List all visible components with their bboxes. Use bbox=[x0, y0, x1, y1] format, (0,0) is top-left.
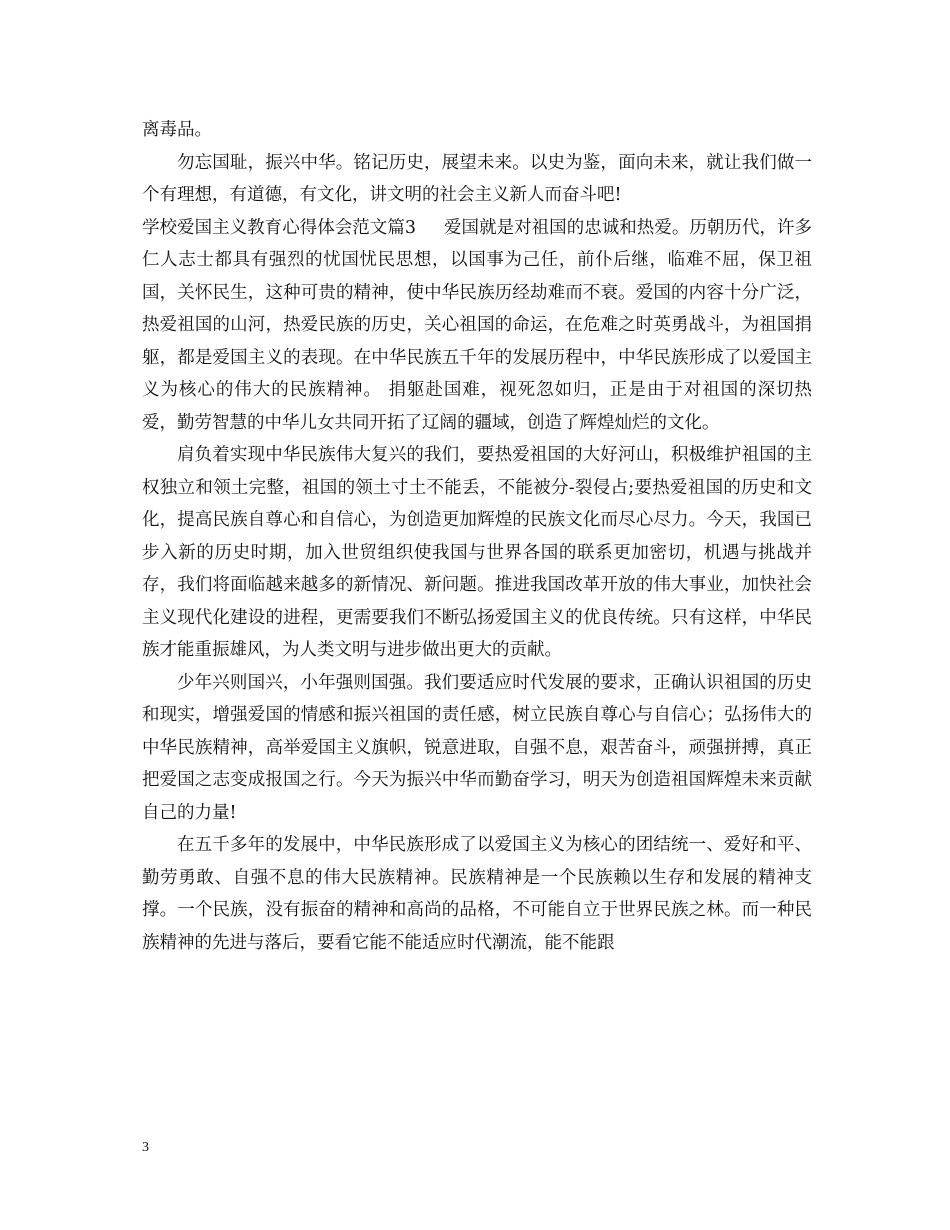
paragraph-6: 在五千多年的发展中，中华民族形成了以爱国主义为核心的团结统一、爱好和平、勤劳勇敢、自强不息的伟大民族精神。民族精神是一个民族赖以生存和发展的精神支撑。一个民族，没有振奋的精神和高尚的品格，不可能自立于世界民族之林。而一种民族精神的先进与落后，要看它能不能适应时代潮流，能不能跟 bbox=[142, 835, 812, 953]
page-number: 3 bbox=[142, 1140, 149, 1155]
paragraph-1: 离毒品。 bbox=[142, 120, 212, 140]
section-paragraph bbox=[142, 212, 812, 440]
paragraph-2: 勿忘国耻，振兴中华。铭记历史，展望未来。以史为鉴，面向未来，就让我们做一个有理想，有道德，有文化，讲文明的社会主义新人而奋斗吧! bbox=[142, 152, 812, 205]
paragraph-4: 肩负着实现中华民族伟大复兴的我们，要热爱祖国的大好河山，积极维护祖国的主权独立和领土完整，祖国的领土寸土不能丢，不能被分-裂侵占;要热爱祖国的历史和文化，提高民族自尊心和自信心，为创造更加辉煌的民族文化而尽心尽力。今天，我国已步入新的历史时期，加入世贸组织使我国与世界各国的联系更加密切，机遇与挑战并存，我们将面临越来越多的新情况、新问题。推进我国改革开放的伟大事业，加快社会主义现代化建设的进程，更需要我们不断弘扬爱国主义的优良传统。只有这样，中华民族才能重振雄风，为人类文明与进步做出更大的贡献。 bbox=[142, 445, 812, 660]
section-text: 爱国就是对祖国的忠诚和热爱。历朝历代，许多仁人志士都具有强烈的忧国忧民思想，以国事为己任，前仆后继，临难不屈，保卫祖国，关怀民生，这种可贵的精神，使中华民族历经劫难而不衰。爱国的内容十分广泛，热爱祖国的山河，热爱民族的历史，关心祖国的命运，在危难之时英勇战斗，为祖国捐躯，都是爱国主义的表现。在中华民族五千年的发展历程中，中华民族形成了以爱国主义为核心的伟大的民族精神。 捐躯赴国难，视死忽如归，正是由于对祖国的深切热爱，勤劳智慧的中华儿女共同开拓了辽阔的疆域，创造了辉煌灿烂的文化。 bbox=[142, 217, 812, 433]
paragraph-5: 少年兴则国兴，小年强则国强。我们要适应时代发展的要求，正确认识祖国的历史和现实，增强爱国的情感和振兴祖国的责任感，树立民族自尊心与自信心；弘扬伟大的中华民族精神，高举爱国主义旗帜，锐意进取，自强不息，艰苦奋斗，顽强拼搏，真正把爱国之志变成报国之行。今天为振兴中华而勤奋学习，明天为创造祖国辉煌未来贡献自己的力量! bbox=[142, 672, 812, 823]
section-heading: 学校爱国主义教育心得体会范文篇3 bbox=[142, 217, 416, 238]
document-body bbox=[142, 114, 812, 959]
